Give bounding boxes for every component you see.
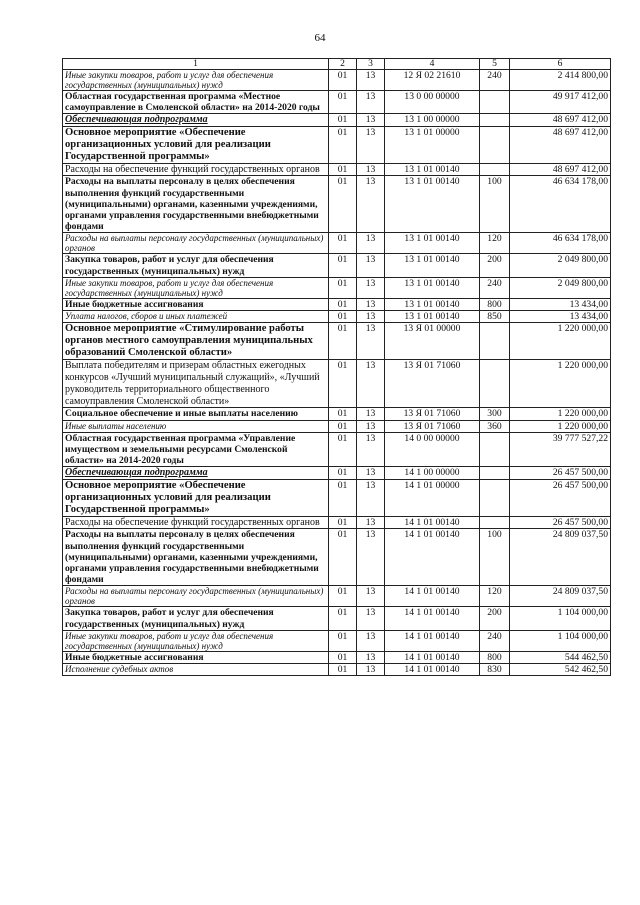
row-name-cell: Основное мероприятие «Обеспечение организационных условий для реализации Государственной программы»	[63, 479, 329, 516]
table-row	[63, 114, 611, 126]
row-subsection-cell: 13	[357, 254, 385, 277]
row-amount-cell: 544 462,50	[510, 651, 611, 663]
table-row	[63, 254, 611, 277]
header-col-6: 6	[510, 59, 611, 70]
row-subsection-cell: 13	[357, 479, 385, 516]
row-expense-type-cell: 240	[480, 630, 510, 651]
row-section-cell: 01	[329, 420, 357, 432]
row-name-cell: Выплата победителям и призерам областных ежегодных конкурсов «Лучший муниципальный служащий», «Лучший руководитель территориального общественного самоуправления Смоленской области»	[63, 360, 329, 408]
row-section-cell: 01	[329, 607, 357, 630]
row-name-cell: Расходы на обеспечение функций государственных органов	[63, 516, 329, 529]
row-subsection-cell: 13	[357, 420, 385, 432]
table-row	[63, 630, 611, 651]
table-row	[63, 420, 611, 432]
row-expense-type-cell: 240	[480, 277, 510, 298]
row-section-cell: 01	[329, 586, 357, 607]
table-row	[63, 176, 611, 233]
table-row	[63, 91, 611, 114]
row-subsection-cell: 13	[357, 277, 385, 298]
row-section-cell: 01	[329, 651, 357, 663]
row-target-code-cell: 13 Я 01 71060	[385, 408, 480, 420]
row-name-cell: Областная государственная программа «Управление имуществом и земельными ресурсами Смоленской области» на 2014-2020 годы	[63, 432, 329, 467]
table-row	[63, 479, 611, 516]
row-expense-type-cell: 240	[480, 70, 510, 91]
row-section-cell: 01	[329, 254, 357, 277]
row-section-cell: 01	[329, 360, 357, 408]
row-target-code-cell: 13 1 01 00140	[385, 277, 480, 298]
row-section-cell: 01	[329, 91, 357, 114]
row-section-cell: 01	[329, 277, 357, 298]
row-amount-cell: 48 697 412,00	[510, 126, 611, 163]
row-section-cell: 01	[329, 233, 357, 254]
row-name-cell: Расходы на выплаты персоналу государственных (муниципальных) органов	[63, 233, 329, 254]
header-col-5: 5	[480, 59, 510, 70]
row-amount-cell: 46 634 178,00	[510, 233, 611, 254]
row-amount-cell: 24 809 037,50	[510, 529, 611, 586]
row-amount-cell: 13 434,00	[510, 298, 611, 310]
row-expense-type-cell	[480, 432, 510, 467]
row-amount-cell: 48 697 412,00	[510, 163, 611, 176]
row-section-cell: 01	[329, 516, 357, 529]
row-target-code-cell: 13 Я 01 71060	[385, 420, 480, 432]
row-expense-type-cell: 100	[480, 176, 510, 233]
row-target-code-cell: 13 1 01 00140	[385, 311, 480, 323]
row-expense-type-cell	[480, 91, 510, 114]
row-target-code-cell: 13 Я 01 71060	[385, 360, 480, 408]
table-row	[63, 311, 611, 323]
row-target-code-cell: 13 1 01 00140	[385, 176, 480, 233]
table-row	[63, 360, 611, 408]
row-target-code-cell: 13 1 01 00140	[385, 163, 480, 176]
row-target-code-cell: 14 0 00 00000	[385, 432, 480, 467]
row-section-cell: 01	[329, 529, 357, 586]
table-row	[63, 70, 611, 91]
row-target-code-cell: 14 1 01 00000	[385, 479, 480, 516]
row-section-cell: 01	[329, 311, 357, 323]
row-subsection-cell: 13	[357, 664, 385, 676]
table-row	[63, 408, 611, 420]
row-subsection-cell: 13	[357, 176, 385, 233]
table-row	[63, 607, 611, 630]
row-target-code-cell: 14 1 01 00140	[385, 516, 480, 529]
row-amount-cell: 26 457 500,00	[510, 516, 611, 529]
row-name-cell: Социальное обеспечение и иные выплаты населению	[63, 408, 329, 420]
table-row	[63, 277, 611, 298]
row-subsection-cell: 13	[357, 70, 385, 91]
row-expense-type-cell: 300	[480, 408, 510, 420]
table-row	[63, 323, 611, 360]
row-target-code-cell: 14 1 01 00140	[385, 586, 480, 607]
row-expense-type-cell: 830	[480, 664, 510, 676]
row-name-cell: Иные закупки товаров, работ и услуг для обеспечения государственных (муниципальных) нужд	[63, 630, 329, 651]
row-target-code-cell: 14 1 01 00140	[385, 607, 480, 630]
row-name-cell: Расходы на обеспечение функций государственных органов	[63, 163, 329, 176]
row-expense-type-cell: 200	[480, 607, 510, 630]
row-amount-cell: 13 434,00	[510, 311, 611, 323]
table-row	[63, 126, 611, 163]
row-subsection-cell: 13	[357, 467, 385, 479]
row-expense-type-cell	[480, 479, 510, 516]
budget-table	[62, 58, 611, 676]
row-section-cell: 01	[329, 479, 357, 516]
row-amount-cell: 39 777 527,22	[510, 432, 611, 467]
row-amount-cell: 1 104 000,00	[510, 607, 611, 630]
row-name-cell: Расходы на выплаты персоналу в целях обеспечения выполнения функций государственными (муниципальными) органами, казенными учреждениями, органами управления государственными внебюджетными фондами	[63, 529, 329, 586]
row-subsection-cell: 13	[357, 163, 385, 176]
row-name-cell: Расходы на выплаты персоналу в целях обеспечения выполнения функций государственными (муниципальными) органами, казенными учреждениями, органами управления государственными внебюджетными фондами	[63, 176, 329, 233]
table-header-row	[63, 59, 611, 70]
row-name-cell: Иные закупки товаров, работ и услуг для обеспечения государственных (муниципальных) нужд	[63, 277, 329, 298]
row-subsection-cell: 13	[357, 408, 385, 420]
row-section-cell: 01	[329, 323, 357, 360]
row-name-cell: Закупка товаров, работ и услуг для обеспечения государственных (муниципальных) нужд	[63, 254, 329, 277]
row-expense-type-cell: 800	[480, 651, 510, 663]
row-amount-cell: 1 220 000,00	[510, 360, 611, 408]
table-row	[63, 586, 611, 607]
row-expense-type-cell: 120	[480, 586, 510, 607]
row-amount-cell: 2 049 800,00	[510, 254, 611, 277]
row-expense-type-cell	[480, 323, 510, 360]
row-section-cell: 01	[329, 467, 357, 479]
table-row	[63, 651, 611, 663]
table-row	[63, 233, 611, 254]
row-target-code-cell: 13 1 00 00000	[385, 114, 480, 126]
row-expense-type-cell: 850	[480, 311, 510, 323]
row-name-cell: Областная государственная программа «Местное самоуправление в Смоленской области» на 2014-2020 годы	[63, 91, 329, 114]
row-amount-cell: 542 462,50	[510, 664, 611, 676]
header-col-1: 1	[63, 59, 329, 70]
row-section-cell: 01	[329, 70, 357, 91]
row-section-cell: 01	[329, 630, 357, 651]
row-section-cell: 01	[329, 114, 357, 126]
row-subsection-cell: 13	[357, 311, 385, 323]
row-subsection-cell: 13	[357, 298, 385, 310]
row-expense-type-cell	[480, 163, 510, 176]
row-subsection-cell: 13	[357, 126, 385, 163]
row-subsection-cell: 13	[357, 630, 385, 651]
row-amount-cell: 48 697 412,00	[510, 114, 611, 126]
row-subsection-cell: 13	[357, 529, 385, 586]
row-expense-type-cell: 200	[480, 254, 510, 277]
row-amount-cell: 1 220 000,00	[510, 420, 611, 432]
row-subsection-cell: 13	[357, 432, 385, 467]
row-subsection-cell: 13	[357, 323, 385, 360]
row-name-cell: Основное мероприятие «Стимулирование работы органов местного самоуправления муниципальных образований Смоленской области»	[63, 323, 329, 360]
row-subsection-cell: 13	[357, 233, 385, 254]
row-expense-type-cell	[480, 360, 510, 408]
row-target-code-cell: 14 1 01 00140	[385, 651, 480, 663]
row-section-cell: 01	[329, 664, 357, 676]
row-expense-type-cell: 360	[480, 420, 510, 432]
row-subsection-cell: 13	[357, 91, 385, 114]
row-section-cell: 01	[329, 298, 357, 310]
row-section-cell: 01	[329, 432, 357, 467]
row-expense-type-cell: 100	[480, 529, 510, 586]
row-name-cell: Иные бюджетные ассигнования	[63, 298, 329, 310]
row-name-cell: Иные бюджетные ассигнования	[63, 651, 329, 663]
row-amount-cell: 24 809 037,50	[510, 586, 611, 607]
row-section-cell: 01	[329, 126, 357, 163]
row-amount-cell: 26 457 500,00	[510, 479, 611, 516]
row-expense-type-cell: 800	[480, 298, 510, 310]
row-subsection-cell: 13	[357, 607, 385, 630]
row-subsection-cell: 13	[357, 586, 385, 607]
row-target-code-cell: 13 1 01 00140	[385, 233, 480, 254]
header-col-3: 3	[357, 59, 385, 70]
row-amount-cell: 2 049 800,00	[510, 277, 611, 298]
page-number: 64	[314, 32, 326, 44]
row-expense-type-cell	[480, 467, 510, 479]
row-target-code-cell: 12 Я 02 21610	[385, 70, 480, 91]
table-row	[63, 529, 611, 586]
header-col-2: 2	[329, 59, 357, 70]
row-name-cell: Иные выплаты населению	[63, 420, 329, 432]
row-name-cell: Обеспечивающая подпрограмма	[63, 467, 329, 479]
row-target-code-cell: 13 1 01 00000	[385, 126, 480, 163]
row-amount-cell: 49 917 412,00	[510, 91, 611, 114]
row-target-code-cell: 14 1 01 00140	[385, 664, 480, 676]
row-name-cell: Иные закупки товаров, работ и услуг для обеспечения государственных (муниципальных) нужд	[63, 70, 329, 91]
row-section-cell: 01	[329, 408, 357, 420]
row-expense-type-cell: 120	[480, 233, 510, 254]
row-amount-cell: 46 634 178,00	[510, 176, 611, 233]
row-amount-cell: 2 414 800,00	[510, 70, 611, 91]
row-subsection-cell: 13	[357, 651, 385, 663]
table-row	[63, 664, 611, 676]
row-expense-type-cell	[480, 114, 510, 126]
row-subsection-cell: 13	[357, 360, 385, 408]
row-target-code-cell: 14 1 01 00140	[385, 529, 480, 586]
row-name-cell: Расходы на выплаты персоналу государственных (муниципальных) органов	[63, 586, 329, 607]
row-target-code-cell: 13 0 00 00000	[385, 91, 480, 114]
header-col-4: 4	[385, 59, 480, 70]
table-row	[63, 432, 611, 467]
row-expense-type-cell	[480, 126, 510, 163]
table-row	[63, 298, 611, 310]
row-amount-cell: 1 220 000,00	[510, 408, 611, 420]
row-name-cell: Исполнение судебных актов	[63, 664, 329, 676]
table-row	[63, 516, 611, 529]
table-body	[63, 70, 611, 676]
row-target-code-cell: 14 1 01 00140	[385, 630, 480, 651]
row-amount-cell: 1 104 000,00	[510, 630, 611, 651]
row-amount-cell: 26 457 500,00	[510, 467, 611, 479]
row-name-cell: Уплата налогов, сборов и иных платежей	[63, 311, 329, 323]
row-target-code-cell: 13 Я 01 00000	[385, 323, 480, 360]
row-section-cell: 01	[329, 163, 357, 176]
table-row	[63, 163, 611, 176]
row-name-cell: Основное мероприятие «Обеспечение организационных условий для реализации Государственной программы»	[63, 126, 329, 163]
row-subsection-cell: 13	[357, 114, 385, 126]
row-section-cell: 01	[329, 176, 357, 233]
row-expense-type-cell	[480, 516, 510, 529]
row-subsection-cell: 13	[357, 516, 385, 529]
row-name-cell: Закупка товаров, работ и услуг для обеспечения государственных (муниципальных) нужд	[63, 607, 329, 630]
row-amount-cell: 1 220 000,00	[510, 323, 611, 360]
row-target-code-cell: 13 1 01 00140	[385, 298, 480, 310]
table-row	[63, 467, 611, 479]
row-name-cell: Обеспечивающая подпрограмма	[63, 114, 329, 126]
row-target-code-cell: 13 1 01 00140	[385, 254, 480, 277]
row-target-code-cell: 14 1 00 00000	[385, 467, 480, 479]
